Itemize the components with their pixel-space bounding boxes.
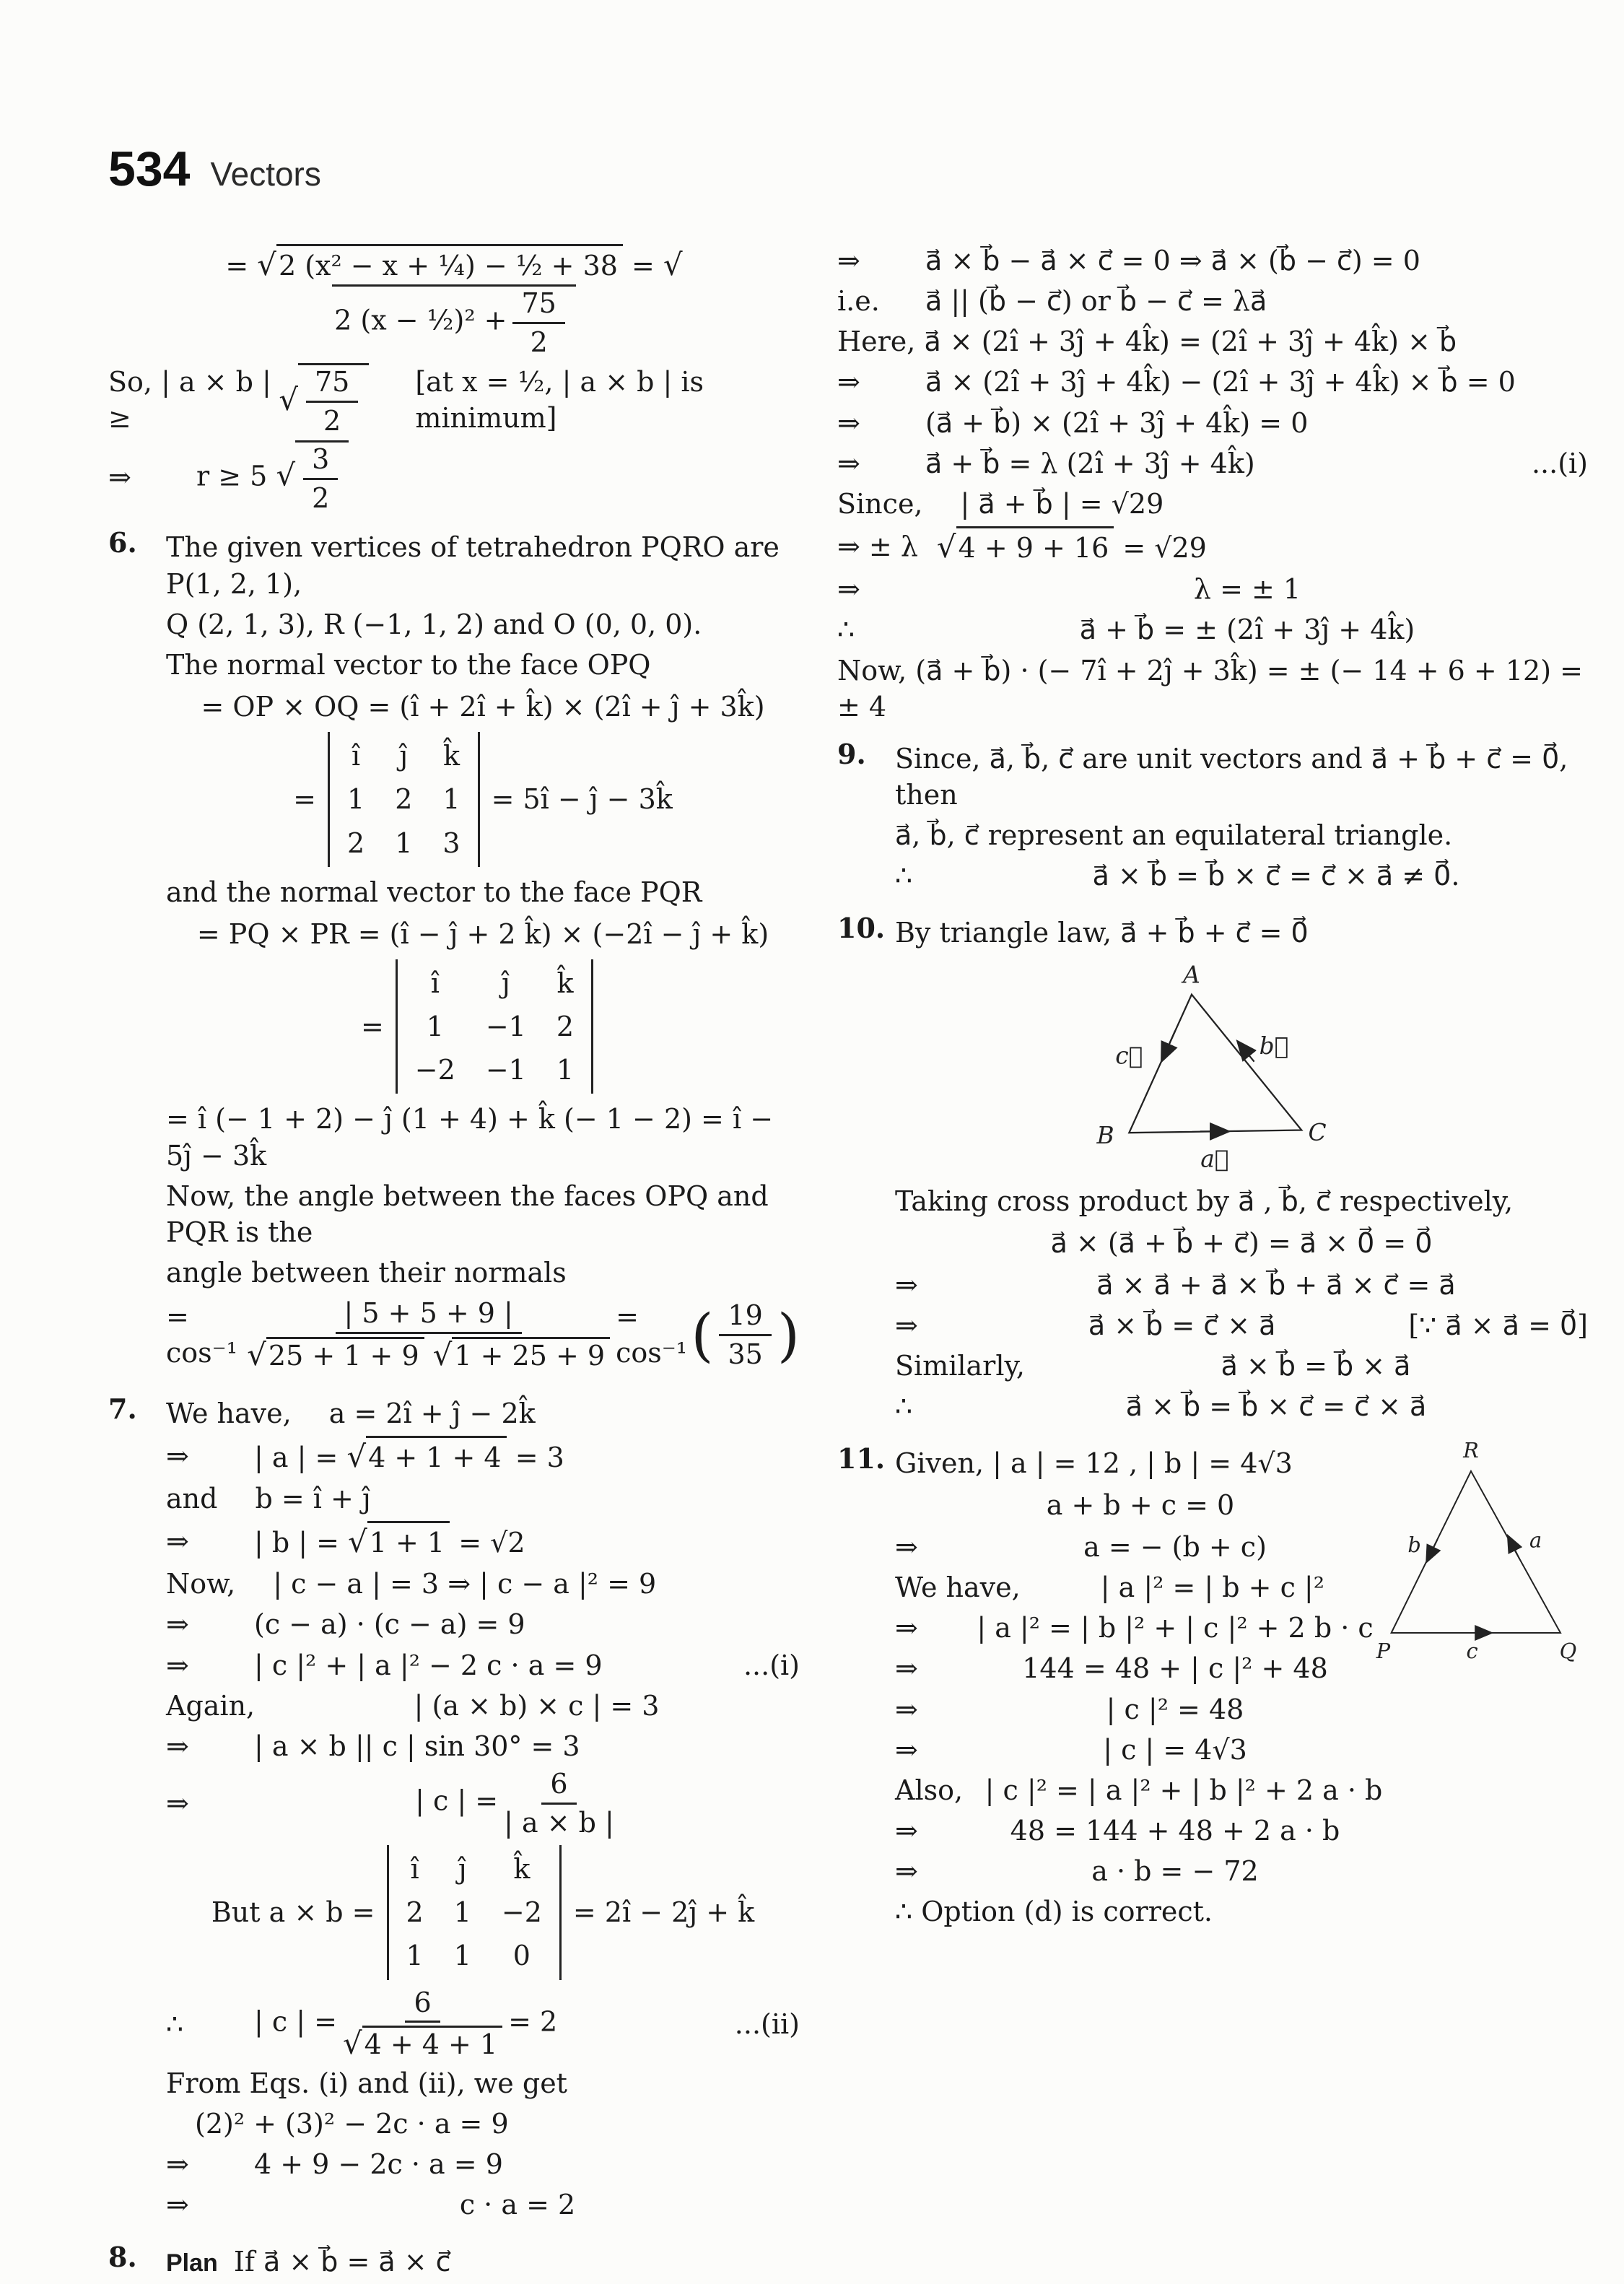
equation-line: ∴ a⃗ + b⃗ = ± (2î + 3ĵ + 4k̂): [837, 614, 1415, 646]
equation-line: ∴ a⃗ × b⃗ = b⃗ × c⃗ = c⃗ × a⃗ ≠ 0⃗.: [895, 860, 1460, 892]
equation-line: ⇒ 48 = 144 + 48 + 2 a · b: [895, 1815, 1340, 1847]
triangle-diagram-abc: [1025, 955, 1328, 1179]
equation-line: ⇒ (a⃗ + b⃗) × (2î + 3ĵ + 4k̂) = 0: [837, 406, 1309, 439]
cos-fraction-line: = cos⁻¹ $\frac{| 5 + 5 + 9 |}{√25 + 1 + 9 √1 + 25 + 9}$ = cos⁻¹ ( $\frac{19}{35}$ ): [166, 1297, 800, 1372]
paren-close: ): [777, 1301, 800, 1369]
equation-line: ⇒ (c − a) · (c − a) = 9: [166, 1608, 525, 1641]
item-number: 10.: [837, 911, 886, 944]
determinant-block: = î ĵ k̂ 1 −1 2 −2 −1 1: [166, 959, 800, 1094]
determinant-3x3: î ĵ k̂ 1 2 1 2 1 3: [328, 732, 480, 866]
text-line: The given vertices of tetrahedron PQRO are P(1, 2, 1),: [166, 531, 780, 600]
solution-item-8: [108, 2239, 800, 2284]
side-label-c: c: [1466, 1638, 1478, 1663]
page-number: 534: [108, 141, 191, 196]
equation-line: So, | a × b | ≥ √ $\frac{75}{2}$ [at x = ½, | a × b | is minimum]: [108, 363, 800, 436]
item-number: 8.: [108, 2240, 137, 2273]
side-label-a: a: [1529, 1527, 1542, 1553]
equation-tag: ...(ii): [734, 2008, 800, 2040]
right-column: [837, 238, 1588, 2284]
side-label-a: a⃗: [1200, 1145, 1229, 1173]
equation-line: We have, | a |² = | b + c |²: [895, 1572, 1324, 1604]
vertex-label-r: R: [1463, 1437, 1479, 1463]
equation-line: If a⃗ × b⃗ = a⃗ × c⃗: [233, 2245, 451, 2278]
chapter-title: Vectors: [210, 155, 321, 193]
radical-sign: √: [346, 1438, 367, 1474]
page-header: [108, 141, 321, 196]
radical-sign: √: [247, 1336, 266, 1372]
equation-line: = OP × OQ = (î + 2î + k̂) × (2î + ĵ + 3k̂): [201, 691, 765, 723]
radical-sign: √: [432, 1336, 453, 1372]
two-column-layout: [108, 238, 1588, 2284]
equation-sqrt-top: = √2 (x² − x + ¼) − ½ + 38 = √2 (x − ½)² + $\frac{75}{2}$: [108, 244, 800, 357]
text-line: Since, a⃗, b⃗, c⃗ are unit vectors and a⃗ + b⃗ + c⃗ = 0⃗, then: [895, 742, 1568, 811]
text-line: and the normal vector to the face PQR: [166, 876, 702, 908]
conclusion-line: ∴ Option (d) is correct.: [895, 1896, 1213, 1928]
equation-line: ⇒ 4 + 9 − 2c · a = 9: [166, 2148, 503, 2181]
text-line: Now, the angle between the faces OPQ and PQR is the: [166, 1180, 769, 1248]
equation-tag: [∵ a⃗ × a⃗ = 0⃗]: [1408, 1309, 1588, 1342]
item-number: 11.: [837, 1442, 886, 1475]
equation-line: ⇒ | c |² = 48: [895, 1693, 1244, 1725]
radical-sign: √: [276, 457, 296, 493]
equation-line: = PQ × PR = (î − ĵ + 2 k̂) × (−2î − ĵ + k̂): [196, 917, 769, 950]
equation-line: i.e. a⃗ || (b⃗ − c⃗) or b⃗ − c⃗ = λa⃗: [837, 285, 1267, 318]
equation-line: ⇒ | a |² = | b |² + | c |² + 2 b · c: [895, 1612, 1374, 1644]
item-number: 6.: [108, 526, 137, 559]
solution-item-7: [108, 1391, 800, 2228]
determinant-3x3: î ĵ k̂ 2 1 −2 1 1 0: [387, 1845, 562, 1979]
radical-sign: √: [663, 247, 683, 282]
text-line: Given, | a | = 12 , | b | = 4√3: [895, 1447, 1293, 1479]
vertex-label-a: A: [1183, 960, 1200, 988]
equation-line: Now, | c − a | = 3 ⇒ | c − a |² = 9: [166, 1568, 657, 1600]
equation-line: ⇒ a⃗ × (2î + 3ĵ + 4k̂) − (2î + 3ĵ + 4k̂) × b⃗ = 0: [837, 366, 1516, 398]
item-number: 9.: [837, 737, 866, 770]
equation-line: ∴ | c | = $\frac{6}{√4 + 4 + 1}$ = 2 ...(ii): [166, 1986, 800, 2062]
left-column: [108, 238, 800, 2284]
vertex-label-q: Q: [1559, 1638, 1577, 1663]
equation-line: Since, | a⃗ + b⃗ | = √29: [837, 487, 1164, 520]
equation-line: ⇒ a⃗ × a⃗ + a⃗ × b⃗ + a⃗ × c⃗ = a⃗: [895, 1268, 1456, 1301]
fraction: $\frac{75}{2}$: [306, 367, 358, 436]
text-line: a⃗, b⃗, c⃗ represent an equilateral triangle.: [895, 819, 1453, 852]
vertex-label-c: C: [1308, 1118, 1327, 1146]
solution-item-10: [837, 910, 1588, 1429]
equation-line: = î (− 1 + 2) − ĵ (1 + 4) + k̂ (− 1 − 2) = î − 5ĵ − 3k̂: [166, 1103, 774, 1172]
radical-sign: √: [348, 1524, 367, 1560]
equation-line: ⇒ a⃗ + b⃗ = λ (2î + 3ĵ + 4k̂) ...(i): [837, 445, 1588, 481]
equation-line: a + b + c = 0: [1046, 1488, 1235, 1521]
equation-line: ⇒ λ = ± 1: [837, 573, 1301, 606]
vertex-label-b: B: [1096, 1121, 1114, 1149]
equation-line: ⇒ | a | = √4 + 1 + 4 = 3: [166, 1436, 800, 1476]
arrow-side-a: [1511, 1541, 1519, 1559]
condition-note: [at x = ½, | a × b | is minimum]: [415, 365, 704, 434]
equation-line: ⇒ | c | = $\frac{6}{| a \times b |}$: [166, 1768, 614, 1839]
triangle-outline: [1129, 994, 1301, 1132]
equation-line: Again, | (a × b) × c | = 3: [166, 1689, 660, 1722]
equation-line: ⇒ a = − (b + c): [895, 1530, 1267, 1563]
side-label-c: c⃗: [1115, 1042, 1143, 1070]
fraction: $\frac{6}{√4 + 4 + 1}$: [343, 1987, 502, 2061]
equation-line: (2)² + (3)² − 2c · a = 9: [195, 2108, 509, 2140]
text-line: By triangle law, a⃗ + b⃗ + c⃗ = 0⃗: [895, 916, 1309, 949]
text-line: From Eqs. (i) and (ii), we get: [166, 2067, 567, 2099]
text-line: The normal vector to the face OPQ: [166, 648, 651, 681]
equation-tag: ...(i): [1531, 447, 1588, 479]
triangle-diagram-pqr: [1361, 1431, 1592, 1673]
equation-line: ∴ a⃗ × b⃗ = b⃗ × c⃗ = c⃗ × a⃗: [895, 1390, 1427, 1423]
radical-sign: √: [279, 382, 298, 418]
equation-line: ⇒ a · b = − 72: [895, 1855, 1259, 1888]
radical-sign: √: [342, 2026, 362, 2062]
equation-line: a⃗ × (a⃗ + b⃗ + c⃗) = a⃗ × 0⃗ = 0⃗: [1050, 1226, 1433, 1259]
paren-open: (: [691, 1301, 714, 1369]
text-line: Q (2, 1, 3), R (−1, 1, 2) and O (0, 0, 0).: [166, 608, 702, 640]
radical-sign: √: [257, 247, 276, 282]
equation-line: ⇒ ± λ √4 + 9 + 16 = √29: [837, 526, 1588, 567]
arrow-side-b: [1429, 1539, 1437, 1556]
equation-line: ⇒ | c |² + | a |² − 2 c · a = 9 ...(i): [166, 1647, 800, 1683]
equation-line: We have, a = 2î + ĵ − 2k̂: [166, 1397, 536, 1429]
item-number: 7.: [108, 1392, 137, 1425]
solution-item-11: [837, 1437, 1588, 1935]
side-label-b: b⃗: [1259, 1032, 1289, 1060]
solution-item-9: [837, 736, 1588, 899]
vertex-label-p: P: [1376, 1638, 1391, 1663]
radical-sign: √: [936, 529, 956, 565]
determinant-block: = î ĵ k̂ 1 2 1 2 1 3 = 5î − ĵ − 3k̂: [166, 732, 800, 866]
equation-tag: ...(i): [743, 1649, 800, 1681]
equation-line: ⇒ 144 = 48 + | c |² + 48: [895, 1652, 1328, 1685]
equation-line: ⇒ r ≥ 5 √ $\frac{3}{2}$: [108, 440, 800, 513]
equation-line: Here, a⃗ × (2î + 3ĵ + 4k̂) = (2î + 3ĵ + 4k̂) × b⃗: [837, 326, 1457, 358]
equation-line: ⇒ | c | = 4√3: [895, 1733, 1247, 1766]
determinant-block: But a × b = î ĵ k̂ 2 1 −2 1 1 0 = 2î − 2ĵ + k̂: [166, 1845, 800, 1979]
side-label-b: b: [1407, 1532, 1421, 1557]
fraction: $\frac{19}{35}$: [719, 1300, 771, 1369]
fraction: $\frac{3}{2}$: [303, 444, 338, 513]
equation-line: Similarly, a⃗ × b⃗ = b⃗ × a⃗: [895, 1350, 1411, 1382]
solution-item-6: [108, 525, 800, 1379]
fraction: $\frac{6}{| a \times b |}$: [504, 1768, 614, 1839]
text-line: angle between their normals: [166, 1257, 567, 1289]
equation-line: and b = î + ĵ: [166, 1482, 371, 1514]
equation-line: Now, (a⃗ + b⃗) · (− 7î + 2ĵ + 3k̂) = ± (− 14 + 6 + 12) = ± 4: [837, 654, 1583, 723]
equation-line: ⇒ c · a = 2: [166, 2189, 576, 2221]
determinant-3x3: î ĵ k̂ 1 −1 2 −2 −1 1: [396, 959, 593, 1094]
equation-line: ⇒ a⃗ × b⃗ = c⃗ × a⃗ [∵ a⃗ × a⃗ = 0⃗]: [895, 1307, 1588, 1343]
fraction: $\frac{75}{2}$: [512, 288, 564, 357]
fraction: $\frac{| 5 + 5 + 9 |}{√25 + 1 + 9 √1 + 25 + 9}$: [247, 1298, 610, 1372]
arrow-side-c: [1165, 1031, 1176, 1055]
equation-line: ⇒ | a × b || c | sin 30° = 3: [166, 1730, 580, 1762]
text-line: Taking cross product by a⃗ , b⃗, c⃗ respectively,: [895, 1185, 1514, 1217]
equation-line: ⇒ a⃗ × b⃗ − a⃗ × c⃗ = 0 ⇒ a⃗ × (b⃗ − c⃗) = 0: [837, 245, 1420, 276]
plan-label: Plan: [166, 2249, 218, 2277]
equation-line: ⇒ | b | = √1 + 1 = √2: [166, 1521, 800, 1561]
equation-line: Also, | c |² = | a |² + | b |² + 2 a · b: [895, 1774, 1383, 1806]
